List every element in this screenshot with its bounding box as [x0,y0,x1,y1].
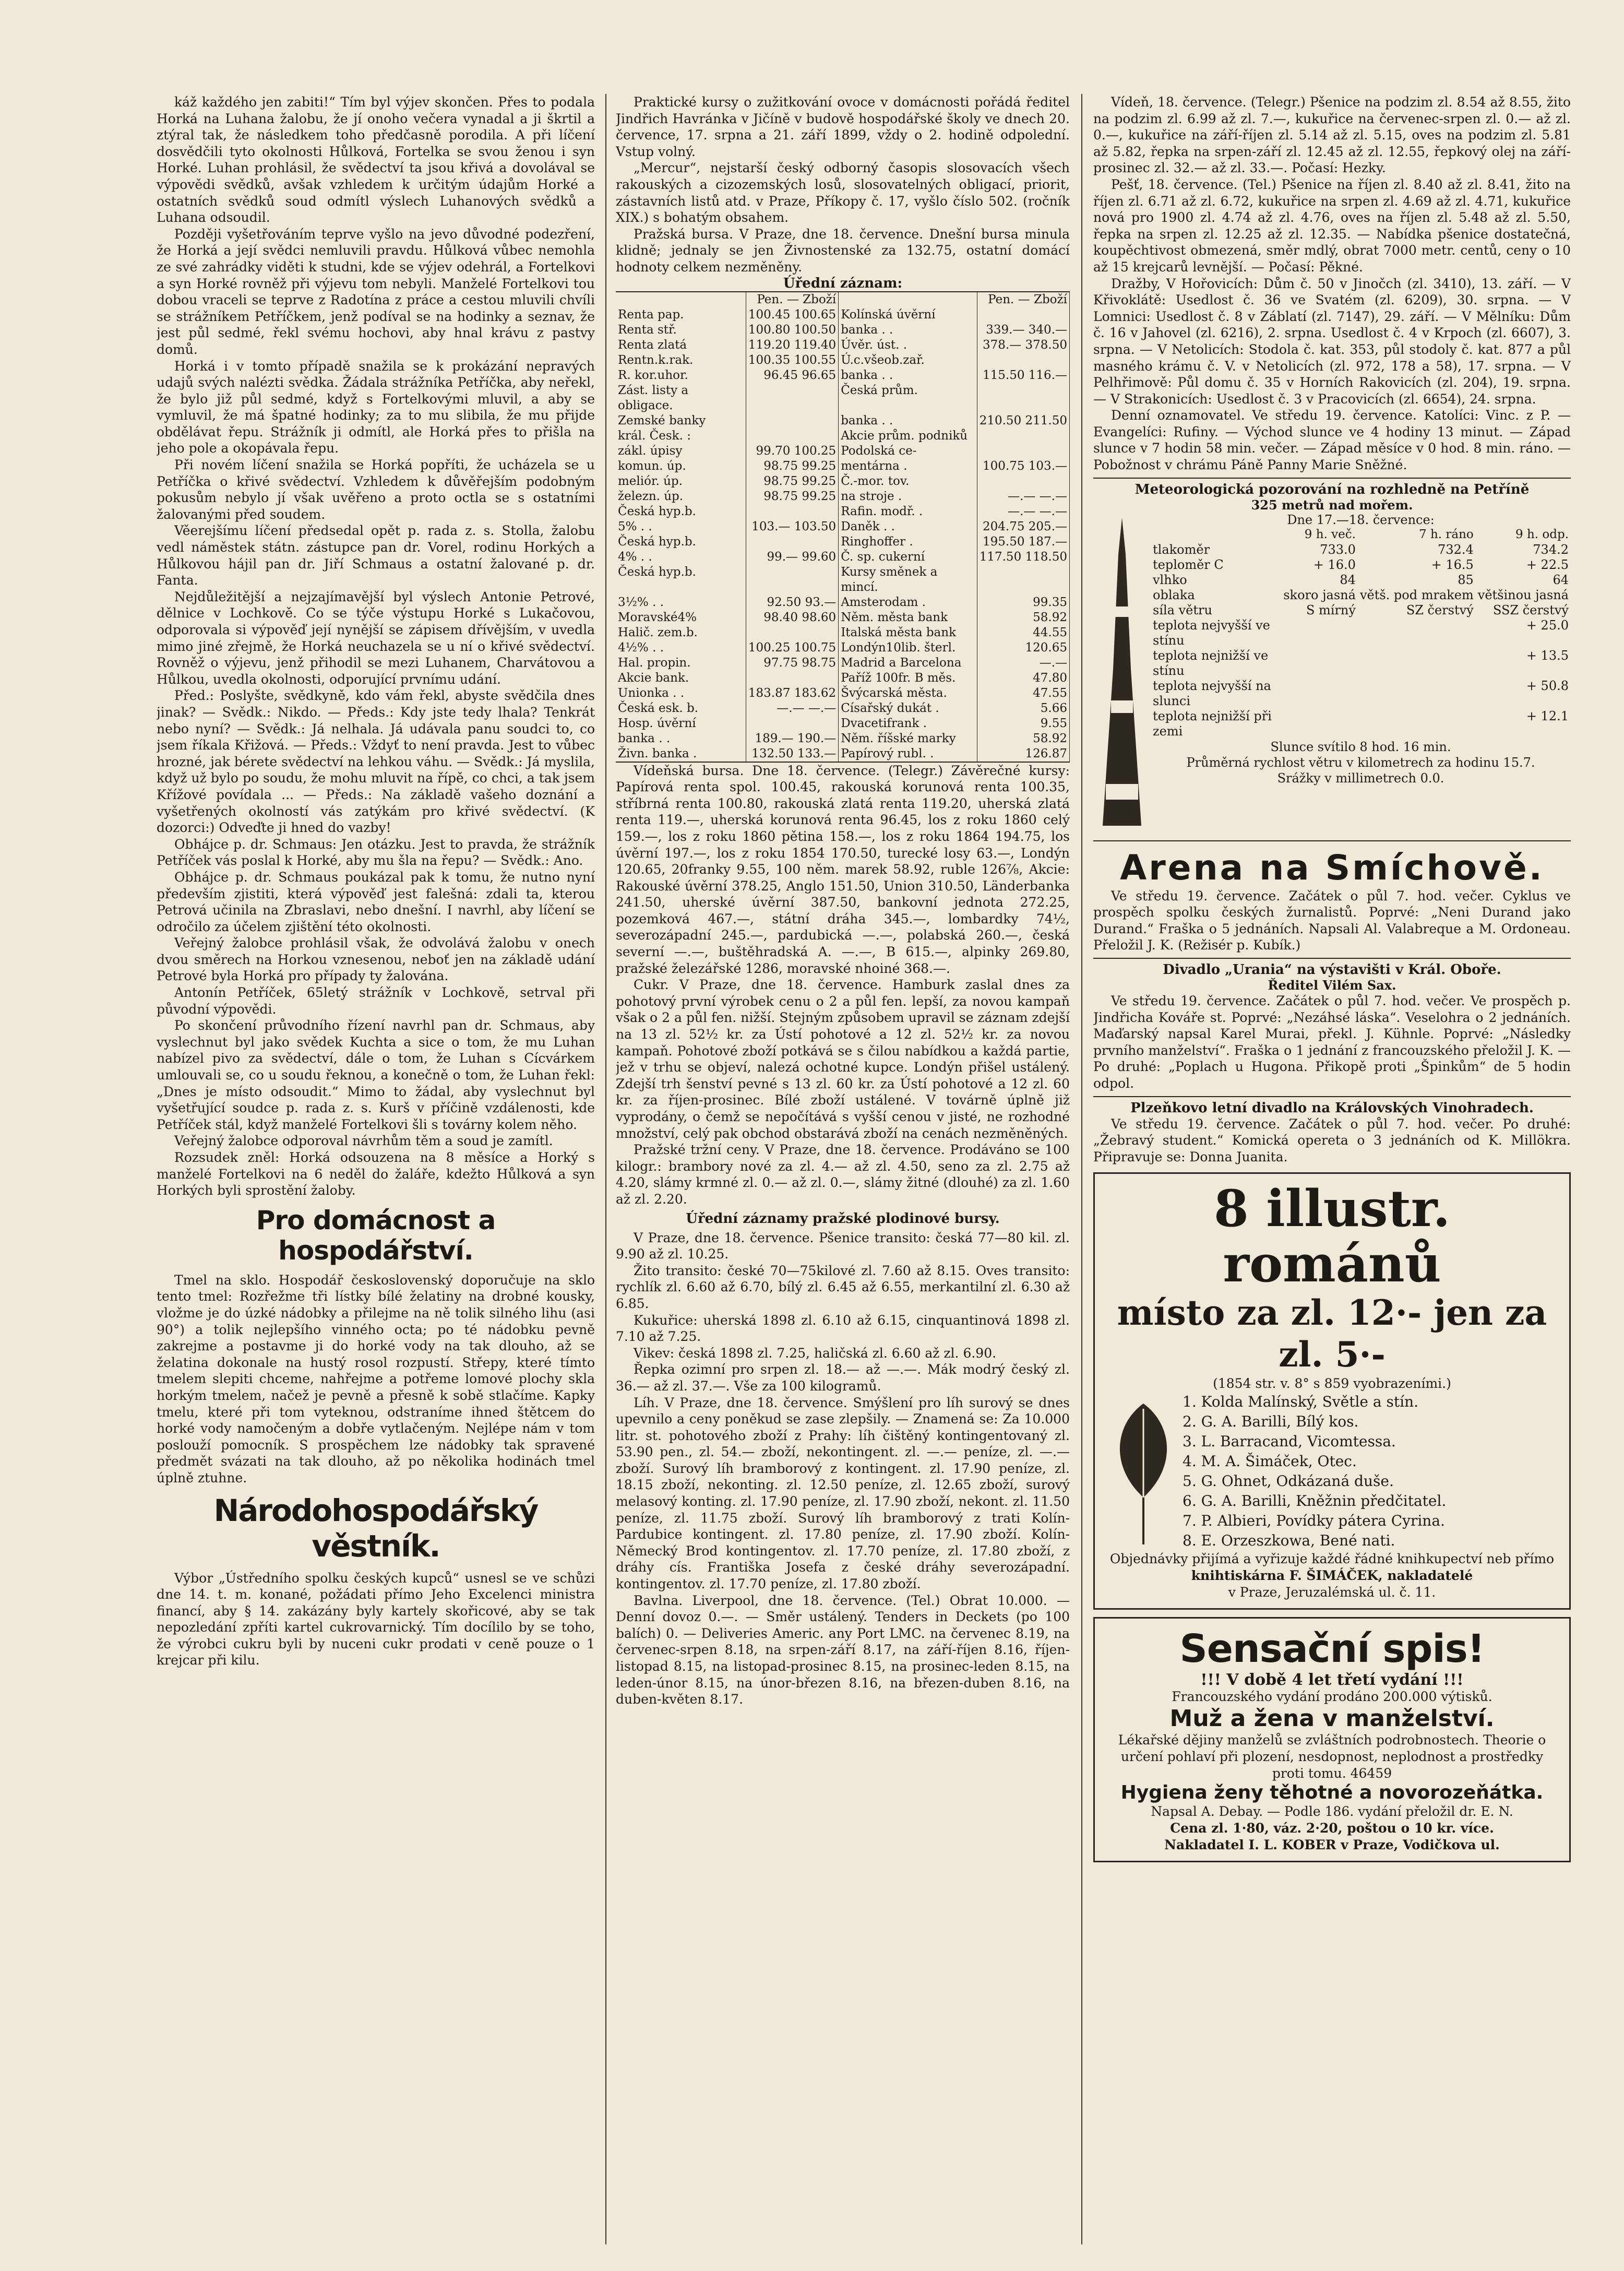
advert-book-title: Muž a žena v manželství. [1169,1705,1495,1732]
weather-title: Meteorologická pozorování na rozhledně na Petříně [1135,481,1530,497]
table-cell [1358,679,1476,709]
table-cell: Česká hyp.b. [616,504,746,519]
table-cell [1281,679,1358,709]
table-cell: banka . . [839,368,977,383]
article-paragraph: V Praze, dne 18. července. Pšenice transito: česká 77—80 kil. zl. 9.90 až zl. 10.25. [616,1230,1070,1262]
table-row [1151,557,1571,573]
table-cell: Česká hyp.b. [616,534,746,550]
table-cell: 47.80 [977,671,1069,686]
table-cell: —.— —.— [977,489,1069,504]
article-paragraph: Žito transito: české 70—75kilové zl. 7.60 až 8.15. Oves transito: rychlík zl. 6.60 až 6.70, bílý zl. 6.45 až 6.55, merkantilní zl. 6.30 až 6.85. [616,1263,1070,1311]
table-cell: 58.92 [977,610,1069,625]
advert-publisher: knihtiskárna F. ŠIMÁČEK, nakladatelé [1191,1568,1473,1584]
table-cell: S mírný [1306,602,1356,617]
table-cell: Švýcarská města. [839,686,977,701]
table-row [616,429,1070,444]
table-cell: 99.70 100.25 [746,444,838,459]
table-cell [1281,648,1358,679]
article-paragraph: Pražské tržní ceny. V Praze, dne 18. července. Prodáváno se 100 kilogr.: brambory nové za zl. 4.— až zl. 4.50, seno za zl. 2.75 až 4.20, slámy krmné zl. 0.— až zl. 0.—, slámy žitné (dlouhé) za zl. 1.60 až zl. 2.20. [616,1142,1070,1207]
commodity-reports [616,1230,1070,1708]
table-cell: 195.50 187.— [977,534,1069,550]
column-rule [605,94,606,2244]
list-item: 8. E. Orzeszkowa, Bené nati. [1183,1532,1395,1550]
household-article [157,1272,595,1487]
table-cell: + 22.5 [1526,557,1569,572]
list-item: 7. P. Albieri, Povídky pátera Cyrina. [1183,1512,1445,1530]
table-row [616,307,1070,323]
table-cell: + 16.0 [1313,557,1356,572]
table-cell: 44.55 [977,625,1069,640]
column-header: 9 h. več. [1304,527,1356,541]
table-cell: Česká prům. [839,383,977,413]
table-cell: 100.80 100.50 [746,323,838,338]
table-cell: meliór. úp. [616,474,746,489]
advert-description: Lékařské dějiny manželů se zvláštních podrobnostech. Theorie o určení pohlaví při plození, nesdopnost, neplodnost a prostředky proti tomu. 46459 [1118,1732,1546,1781]
table-cell: 3½% . . [616,595,746,610]
market-and-notice-items [1093,94,1571,473]
article-paragraph: Před.: Poslyšte, svědkyně, kdo vám řekl, abyste svědčila dnes jinak? — Svědk.: Nikdo. — Předs.: Kdy jste tedy lhala? Tenkrát nebo nyní? — Svědk.: Já nelhala. Já udávala panu soudci to, co jsem říkala Křižová. — Předs.: Vždyť to není pravda. Jest to vůbec hrozné, jak bérete svědectví na lehkou váhu. — Svědk.: Já myslila, když už bylo po soudu, že mohu mluvit na řípě, co chci, a tak jsem Křížové povídala ... — Předs.: Na základě vašeho doznání a vyšetřených okolností vás zatýkám pro křivé svědectví. (K dozorci:) Odveďte ji hned do vazby! [157,688,595,836]
article-paragraph: Denní oznamovatel. Ve středu 19. července. Katolíci: Vinc. z P. — Evangelíci: Rufiny. — Východ slunce ve 4 hodiny 13 minut. — Západ slunce v 7 hodin 58 min. večer. — Západ měsíce v 0 hod. 8 min. ráno. — Pobožnost v chrámu Páně Panny Marie Sněžné. [1093,408,1571,473]
table-row [616,413,1070,429]
table-row [616,353,1070,368]
table-cell [746,671,838,686]
table-cell: banka . . [839,413,977,429]
table-cell: Paříž 100fr. B měs. [839,671,977,686]
table-cell: 120.65 [977,640,1069,656]
table-cell: 210.50 211.50 [977,413,1069,429]
table-row [616,338,1070,353]
table-cell: Hal. propin. [616,656,746,671]
table-cell: + 25.0 [1526,617,1569,633]
column-header: 9 h. odp. [1515,527,1569,541]
table-cell: 204.75 205.— [977,519,1069,534]
advert-address: v Praze, Jeruzalémská ul. č. 11. [1228,1585,1436,1600]
section-title-household: Pro domácnost a hospodářství. [256,1205,496,1266]
table-cell: teplota nejnižší při zemi [1153,708,1272,739]
advert-edition: !!! V době 4 let třetí vydání !!! [1200,1671,1464,1690]
table-row [616,534,1070,550]
table-cell: 183.87 183.62 [746,686,838,701]
article-paragraph: Dražby, V Hořovicích: Dům č. 50 v Jinočch (zl. 3410), 13. září. — V Křivoklátě: Usedlost č. 36 ve Svatém (zl. 6209), 30. srpna. — V Lomnici: Usedlost č. 8 v Záblatí (zl. 7147), 29. září. — V Mělníku: Dům č. 16 v Jahovel (zl. 6216), 2. srpna. Usedlost č. 4 v Krpoch (zl. 6607), 3. srpna. — V Netolicích: Stodola č. kat. 353, půl stodoly č. kat. 877 a půl masného krámu č. V. v Netolicích (zl. 972, 178 a 58), 17. srpna. — V Pelhřimově: Půl domu č. 35 v Horních Rakovicích (zl. 204), 19. srpna. — V Strakonicích: Usedlost č. 3 v Pracovicích (zl. 6654), 24. srpna. [1093,276,1571,407]
list-item: 2. G. A. Barilli, Bílý kos. [1183,1413,1359,1431]
table-cell: Úvěr. úst. . [839,338,977,353]
column-left [157,94,595,2244]
table-cell: Česká esk. b. [616,701,746,716]
table-cell: 189.— 190.— [746,731,838,746]
article-paragraph: Horká i v tomto případě snažila se k prokázání nepravých udajů svých nalézti svědka. Žádala strážníka Petříčka, aby neřekl, že bylo již půl sedmé, když s Fortelkovými mluvil, a aby se vymluvil, že má špatné hodinky; za to mu slibila, že mu přijde obdělávat řepu. Strážník ji odmítl, ale Horká přes to přišla na jeho pole a okopávala řepu. [157,358,595,456]
table-row [616,671,1070,686]
table-cell: 99.35 [977,595,1069,610]
table-cell: 97.75 98.75 [746,656,838,671]
novels-advert [1093,1172,1571,1610]
economy-article [157,1570,595,1669]
weather-box [1093,478,1571,836]
table-cell: Londýn10lib. šterl. [839,640,977,656]
table-cell: + 16.5 [1431,557,1474,572]
table-cell: 98.75 99.25 [746,489,838,504]
table-cell: Něm. říšské marky [839,731,977,746]
list-item: 4. M. A. Šimáček, Otec. [1183,1453,1357,1470]
table-cell: 733.0 [1320,542,1356,557]
table-cell: 47.55 [977,686,1069,701]
table-cell: R. kor.uhor. [616,368,746,383]
table-cell: Daněk . . [839,519,977,534]
table-cell: Č. sp. cukerní [839,550,977,565]
table-cell: 4½% . . [616,640,746,656]
weather-dates: Dne 17.—18. července: [1287,512,1435,527]
table-cell: —.— [977,656,1069,671]
article-paragraph: Veřejný žalobce prohlásil však, že odvolává žalobu v onech dvou směrech na Horkou vznesenou, neboť jen na základě udání Petrové byla Horká pro případy ty žalována. [157,935,595,984]
table-cell: teplota nejvyšší ve stínu [1153,617,1270,648]
table-cell: 100.25 100.75 [746,640,838,656]
table-cell: větš. pod mrakem [1359,587,1474,602]
table-cell: Zást. listy a obligace. [616,383,746,413]
table-cell: 98.40 98.60 [746,610,838,625]
weather-table [1151,527,1571,739]
table-row [616,640,1070,656]
table-row [1151,679,1571,709]
weather-note: Slunce svítilo 8 hod. 16 min. [1270,739,1451,754]
table-cell: 99.— 99.60 [746,550,838,565]
table-cell: 92.50 93.— [746,595,838,610]
table-cell: Kolínská úvěrní [839,307,977,323]
table-cell: vlhko [1153,572,1187,587]
table-cell: Unionka . . [616,686,746,701]
article-paragraph: Antonín Petříček, 65letý strážník v Lochkově, setrval při původní výpovědi. [157,985,595,1017]
table-cell: zákl. úpisy [616,444,746,459]
article-paragraph: Výbor „Ústředního spolku českých kupců“ usnesl se ve schůzi dne 14. t. m. konané, požádati přímo Jeho Excelenci ministra financí, aby § 14. zakázány byly kartely skořicové, aby se tak nepozledání zpříti kartel cukrovarnický. Tím docílilo by se toho, že výrobci cukru byli by nuceni cukr prodati v ceně pouze o 1 krejcar při kilu. [157,1570,595,1668]
table-cell [977,565,1069,595]
article-paragraph: káž každého jen zabiti!“ Tím byl výjev skončen. Přes to podala Horká na Luhana žalobu, že jí onoho večera vynadal a ji škrtil a ztýral tak, že následkem toho předčasně porodila. A při líčení dosvědčili tyto okolnosti Hůlková, Fortelka se svou ženou i syn Horké. Luhan prohlásil, že svědectví ta jsou křivá a dovolával se výpovědi svědků, avšak vzhledem k určitým údajům Horké a ostatních svědků soud odmítl výslech Luhanových svědků a Luhana odsoudil. [157,94,595,225]
table-cell: Renta stř. [616,323,746,338]
table-cell: na stroje . [839,489,977,504]
column-header: 7 h. ráno [1419,527,1474,541]
column-rule [1081,94,1082,2244]
table-cell: 100.75 103.— [977,459,1069,474]
table-header-row [1151,527,1571,542]
article-paragraph: Líh. V Praze, dne 18. července. Smýšlení pro líh surový se dnes upevnilo a ceny poněkud se zase zlepšily. — Znamená se: Za 10.000 litr. st. pohotového zboží z Prahy: líh čištěný kontingentovaný zl. 53.90 pen., zl. 54.— zboží, nekontingent. zl. —.— peníze, zl. —.— zboží. Surový líh bramborový z kontingent. zl. 17.90 peníze, zl. 18.15 zboží, nekonting. zl. 12.50 peníze, zl. 12.65 zboží, surový melasový konting. zl. 17.90 peníze, zl. 17.90 zboží, nekont. zl. 11.50 peníze, zl. 11.75 zboží. Surový líh bramborový z trati Kolín-Pardubice kontingent. zl. 17.80 peníze, zl. 17.90 zboží. Kolín-Německý Brod kontingentov. zl. 17.70 peníze, zl. 17.80 zboží, z dráhy cís. Františka Josefa z české dráhy severozápadní. kontingentov. zl. 17.70 peníze, zl. 17.80 zboží. [616,1395,1070,1592]
article-paragraph: Vikev: česká 1898 zl. 7.25, haličská zl. 6.60 až zl. 6.90. [634,1345,997,1361]
table-row [1151,573,1571,588]
table-cell: 126.87 [977,746,1069,762]
column-header: Pen. — Zboží [746,292,838,307]
article-paragraph: Bavlna. Liverpool, dne 18. července. (Tel.) Obrat 10.000. — Denní dovoz 0.—. — Směr ustálený. Tenders in Deckets (po 100 balích) 0. — Deliveries Americ. any Port LMC. na červenec 8.19, na červenec-srpen 8.18, na srpen-září 8.17, na září-říjen 8.16, říjen-listopad 8.15, na listopad-prosinec 8.15, na prosinec-leden 8.15, na leden-únor 8.15, na únor-březen 8.16, na březen-duben 8.16, na duben-květen 8.17. [616,1592,1070,1707]
article-paragraph: Pešť, 18. července. (Tel.) Pšenice na říjen zl. 8.40 až zl. 8.41, žito na říjen zl. 6.71 až zl. 6.72, kukuřice na srpen zl. 4.69 až zl. 4.71, kukuřice nová pro 1900 zl. 4.74 až zl. 4.76, oves na říjen zl. 5.48 až zl. 5.50, řepka na srpen zl. 12.25 až zl. 12.35. — Nabídka pšenice dostatečná, koupěchtivost obmezená, směr mdlý, obrat 7000 metr. centů, ceny o 10 až 15 krejcarů levnější. — Počasí: Pěkné. [1093,176,1571,275]
table-cell: většinou jasná [1477,587,1569,602]
table-cell [1281,709,1358,739]
table-row [616,459,1070,474]
table-row [616,444,1070,459]
urania-title: Divadlo „Urania“ na výstavišti v Král. Oboře. [1163,962,1501,978]
table-cell [977,444,1069,459]
table-cell: Ú.c.všeob.zař. [839,353,977,368]
table-cell: Papírový rubl. . [839,746,977,762]
advert-headline: Sensační spis! [1179,1626,1485,1672]
vinohrady-title: Plzeňkovo letní divadlo na Královských Vinohradech. [1130,1100,1534,1116]
table-cell: 58.92 [977,731,1069,746]
court-report [157,94,595,1199]
table-cell [746,383,838,413]
article-paragraph: Nejdůležitější a nejzajímavější byl výslech Antonie Petrové, dělnice v Lochkově. Co se týče výstupu Horké s Lukačovou, odporovala si výpověď její nynější se zápisem dřívějším, v uvedla mimo jiné zřejmě, že Horká neuchazela se u ní o křivé svědectví. Rovněž o výjevu, jenž přihodil se mezi Luhanem, Charvátovou a Hůlkou, uvedla okolnosti, odporující prvnímu udání. [157,589,595,687]
weather-subtitle: 325 metrů nad mořem. [1251,497,1413,513]
table-cell [746,504,838,519]
table-cell [746,565,838,595]
advert-note: Francouzského vydání prodáno 200.000 výtisků. [1172,1689,1492,1705]
table-cell: komun. úp. [616,459,746,474]
table-cell: 84 [1340,572,1356,587]
article-paragraph: Praktické kursy o zužitkování ovoce v domácnosti pořádá ředitel Jindřich Havránka v Jičíně v budově hospodářské školy ve dnech 20. července, 17. srpna a 21. září 1899, vždy o 2. hodině odpolední. Vstup volný. [616,94,1070,159]
table-cell: —.— —.— [977,504,1069,519]
table-cell: tlakoměr [1153,542,1210,557]
table-cell [1358,709,1476,739]
table-row [1151,618,1571,648]
table-cell: Podolská ce- [839,444,977,459]
column-middle [616,94,1070,2244]
table-cell [746,534,838,550]
table-cell: Amsterodam . [839,595,977,610]
table-cell: 85 [1458,572,1474,587]
advert-price: Cena zl. 1·80, váz. 2·20, poštou o 10 kr. více. [1170,1821,1494,1836]
table-cell: Hosp. úvěrní [616,716,746,731]
table-cell: 119.20 119.40 [746,338,838,353]
vinohrady-listing [1093,1096,1571,1166]
table-cell: 98.75 99.25 [746,459,838,474]
table-cell: Ringhoffer . [839,534,977,550]
table-cell [977,353,1069,368]
table-cell: 98.75 99.25 [746,474,838,489]
table-row [616,595,1070,610]
leaf-ornament-illustration [1104,1393,1183,1550]
article-paragraph: Pražská bursa. V Praze, dne 18. července. Dnešní bursa minula klidně; jednaly se jen Živnostenské za 132.75, ostatní domácí hodnoty celkem nezměněny. [616,226,1070,275]
table-cell: teploměr C [1153,557,1224,572]
table-cell [977,307,1069,323]
arena-listing [1093,840,1571,954]
table-cell [746,716,838,731]
exchange-rates-table [616,291,1070,763]
table-cell: 4% . . [616,550,746,565]
table-cell: železn. úp. [616,489,746,504]
article-paragraph: Věerejšímu líčení předsedal opět p. rada z. s. Stolla, žalobu vedl náměstek státn. zástupce pan dr. Vorel, rodinu Horkých a Hůlkovou hájil pan dr. Jiří Schmaus a ostatní žalované p. dr. Fanta. [157,523,595,588]
table-cell [977,383,1069,413]
table-cell: + 50.8 [1526,678,1569,693]
table-cell [1281,618,1358,648]
list-item: 3. L. Barracand, Vicomtessa. [1183,1433,1396,1450]
table-cell [1358,648,1476,679]
weather-notes [1151,739,1571,786]
advert-book-title-2: Hygiena ženy těhotné a novorozeňátka. [1120,1782,1544,1804]
table-cell: Dvacetifrank . [839,716,977,731]
table-cell: Akcie bank. [616,671,746,686]
column-header: Pen. — Zboží [977,292,1069,307]
grain-exchange-title: Úřední záznamy pražské plodinové bursy. [686,1210,1000,1227]
table-cell: banka . . [616,731,746,746]
table-cell: Rentn.k.rak. [616,353,746,368]
table-row [616,474,1070,489]
table-row [1151,542,1571,557]
table-row [616,716,1070,731]
article-paragraph: Řepka ozimní pro srpen zl. 18.— až —.—. Mák modrý český zl. 36.— až zl. 37.—. Vše za 100 kilogramů. [616,1362,1070,1394]
advert-headline: 8 illustr. románů [1214,1179,1450,1294]
table-row [1151,588,1571,603]
petrin-tower-illustration [1093,513,1151,836]
table-cell: 734.2 [1533,542,1569,557]
list-item: 6. G. A. Barilli, Kněžnin předčitatel. [1183,1492,1447,1510]
table-cell: Madrid a Barcelona [839,656,977,671]
article-paragraph: Při novém líčení snažila se Horká popříti, že ucházela se u Petříčka o křivé svědectví. Vzhledem k důvěřejším podobným pokusům nebylo jí však uvěřeno a proto octla se s ostatními žalovanými před soudem. [157,457,595,522]
table-cell: SZ čerstvý [1406,602,1474,617]
article-paragraph: Tmel na sklo. Hospodář československý doporučuje na sklo tento tmel: Rozřežme tři lístky bílé želatiny na drobné kousky, vložme je do úzké nádobky a přilejme na ně tolik silného lihu (asi 90°) a tolik nejlepšího vinného octa; po té nádobku pevně zakrejme a postavme ji do horké vody na tak dlouho, až se želatina dokonale na hustý rosol rozpustí. Střepy, které tímto tmelem slepiti chceme, nahřejme a potřeme lomové plochy skla horkým tmelem, načež je pevně a přesně k sobě stlačíme. Kapky tmelu, které při tom vyteknou, odstraníme ihned štětcem do horké vody namočeným a dobře vytlačeným. Nejlépe nám v tom poslouží pomocník. S prospěchem lze nádobky tak spravené předmět svázati na tak dlouho, až po několika hodinách tmel úplně ztuhne. [157,1272,595,1485]
arena-title: Arena na Smíchově. [1120,847,1544,888]
book-advert [1093,1617,1571,1862]
table-cell: Živn. banka . [616,746,746,762]
table-cell: banka . . [839,323,977,338]
table-cell [977,429,1069,444]
article-paragraph: „Mercur“, nejstarší český odborný časopis slosovacích všech rakouských a cizozemských losů, slosovatelných obligací, priorit, zástavních listů atd. v Praze, Příkopy č. 17, vyšlo číslo 502. (ročník XIX.) s bohatým obsahem. [616,160,1070,225]
section-title-economy: Národohospodářský věstník. [213,1492,538,1564]
table-cell: 115.50 116.— [977,368,1069,383]
table-cell: —.— —.— [746,701,838,716]
table-cell: Císařský dukát . [839,701,977,716]
arena-text: Ve středu 19. července. Začátek o půl 7. hod. večer. Cyklus ve prospěch spolku českých žurnalistů. Poprvé: „Neni Durand jako Durand.“ Fraška o 5 jednáních. Napsali Al. Valabreque a M. Ordoneau. Přeložil J. K. (Režisér p. Kubík.) [1093,888,1571,953]
table-cell: 100.35 100.55 [746,353,838,368]
table-cell [746,625,838,640]
article-paragraph: Rozsudek zněl: Horká odsouzena na 8 měsíce a Horký s manželé Fortelkovi na 6 neděl do žaláře, kdežto Hůlková a syn Horkých byli sprostění žaloby. [157,1150,595,1198]
table-row [616,368,1070,383]
table-row [616,656,1070,671]
table-cell: Zemské banky [616,413,746,429]
table-cell: 100.45 100.65 [746,307,838,323]
list-item: 5. G. Ohnet, Odkázaná duše. [1183,1472,1394,1490]
novels-list [1183,1392,1560,1551]
urania-text: Ve středu 19. července. Začátek o půl 7. hod. večer. Ve prospěch p. Jindřicha Kováře st. Poprvé: „Nezáhsé láska“. Veselohra o 2 jednáních. Maďarský napsal Karel Murai, překl. J. Kühnle. Poprvé: „Následky prvního manželství“. Fraška o 1 jednání z francouzského přeložil J. K. — Po druhé: „Poplach u Hugona. Přikopě proti „Špinkům“ de 5 hodin odpol. [1093,993,1571,1091]
table-cell: 64 [1553,572,1569,587]
table-cell: mentárna . [839,459,977,474]
article-paragraph: Veřejný žalobce odporoval návrhům těm a soud je zamítl. [174,1133,553,1149]
article-paragraph: Vídeňská bursa. Dne 18. července. (Telegr.) Závěrečné kursy: Papírová renta spol. 100.45, rakouská korunová renta 100.35, stříbrná renta 100.80, rakouská zlatá renta 119.20, uherská zlatá renta 119.—, uherská korunová renta 96.45, los z roku 1860 celý 159.—, los z roku 1860 pětina 158.—, los z roku 1864 194.75, los úvěrní 197.—, los z roku 1854 170.50, turecké losy 63.—, Londýn 120.65, 20franky 9.55, 100 něm. marek 58.92, ruble 126⅞, Akcie: Rakouské úvěrní 378.25, Anglo 151.50, Union 310.50, Länderbanka 241.50, uherské úvěrní 387.50, bankovní jednota 272.25, pozemková 467.—, státní dráha 345.—, lombardky 74½, severozápadní 245.—, pardubická —.—, polabská 260.—, česká severní —.—, buštěhradská A. —.—, B 615.—, alpinky 269.80, pražské železářské 1286, moravské nhoiné 368.—. [616,763,1070,976]
table-cell: Moravské4% [616,610,746,625]
table-cell [1358,618,1476,648]
market-reports [616,763,1070,1208]
article-paragraph: Po skončení průvodního řízení navrhl pan dr. Schmaus, aby vyslechnut byl jako svědek Kuchta a sice o tom, že mu Luhan nabízel pivo za svědectví, dále o tom, že Luhan s Cícvárkem umlouvali se, co u soudu řeknou, a konečně o tom, že Luhan řekl: „Dnes je místo odsoudit.“ Mimo to žádal, aby vyslechnut byl vyšetřující soudce p. rada z. s. Kurš v příčině vzdálenosti, kde Petříček stál, když manželé Fortelkovi šli s továrny kolem něho. [157,1018,595,1132]
table-cell [977,474,1069,489]
table-cell: teplota nejnižší ve stínu [1153,648,1269,678]
table-cell: Italská města bank [839,625,977,640]
article-paragraph: Kukuřice: uherská 1898 zl. 6.10 až 6.15, cinquantinová 1898 zl. 7.10 až 7.25. [616,1312,1070,1345]
urania-listing [1093,958,1571,1092]
advert-price: místo za zl. 12·- jen za zl. 5·- [1117,1292,1547,1375]
table-row [616,731,1070,746]
article-paragraph: Obhájce p. dr. Schmaus: Jen otázku. Jest to pravda, že strážník Petříček vás poslal k Horké, aby mu šla na řepu? — Svědk.: Ano. [157,836,595,869]
article-paragraph: Vídeň, 18. července. (Telegr.) Pšenice na podzim zl. 8.54 až 8.55, žito na podzim zl. 6.99 až zl. 7.—, kukuřice na červenec-srpen zl. 0.— až zl. 0.—, kukuřice na září-říjen zl. 5.14 až zl. 5.15, oves na podzim zl. 5.81 až 5.82, řepka na srpen-září zl. 12.45 až zl. 12.55, řepkový olej na září-prosinec zl. 32.— až zl. 33.—. Počasí: Hezky. [1093,94,1571,176]
table-cell: Česká hyp.b. [616,565,746,595]
weather-note: Průměrná rychlost větru v kilometrech za hodinu 15.7. [1186,755,1535,770]
table-row [616,625,1070,640]
table-row [616,504,1070,519]
table-cell: oblaka [1153,587,1195,602]
table-row [616,701,1070,716]
table-cell: teplota nejvyšší na slunci [1153,678,1271,708]
advert-order-text: Objednávky přijímá a vyřizuje každé řádné knihkupectví neb přímo [1109,1551,1555,1567]
article-paragraph: Později vyšetřováním teprve vyšlo na jevo důvodné podezření, že Horká a její svědci nemluvili pravdu. Hůlková vůbec nemohla ze své zahrádky viděti k studni, kde se výjev odehrál, a Fortelkovi a syn Horké rovněž při výjevu tom nebyli. Manželé Fortelkovi tou dobou vraceli se teprve z Radotína z práce a cestou mluvili chvíli se strážníkem Petříčkem, jenž podíval se na hodinky a seznav, že jest půl sedmé, řekl svému hochovi, aby hnal krávu z pastvy domů. [157,226,595,357]
table-row [1151,648,1571,679]
table-cell: + 13.5 [1526,648,1569,663]
table-row [616,383,1070,413]
table-cell: SSZ čerstvý [1493,602,1569,617]
urania-subtitle: Ředitel Vilém Sax. [1268,978,1396,993]
table-row [616,746,1070,762]
table-cell: 103.— 103.50 [746,519,838,534]
table-cell: 117.50 118.50 [977,550,1069,565]
table-cell: 378.— 378.50 [977,338,1069,353]
table-cell: 132.50 133.— [746,746,838,762]
column-right [1093,94,1571,2244]
table-cell: + 12.1 [1526,708,1569,723]
table-cell: král. Česk. : [616,429,746,444]
weather-note: Srážky v millimetrech 0.0. [1277,770,1444,786]
table-cell: 5% . . [616,519,746,534]
advert-subtitle: (1854 str. v. 8° s 859 vyobrazeními.) [1213,1376,1451,1392]
exchange-table-title: Úřední záznam: [783,275,903,291]
table-cell [746,413,838,429]
table-cell: 339.— 340.— [977,323,1069,338]
table-row [616,686,1070,701]
news-items [616,94,1070,276]
table-cell: síla větru [1153,602,1212,617]
table-cell: 96.45 96.65 [746,368,838,383]
table-row [616,610,1070,625]
article-paragraph: Cukr. V Praze, dne 18. července. Hamburk zaslal dnes za pohotový první výrobek cenu o 2 a půl fen. lepší, za novou kampaň však o 2 a půl fen. nižší. Stejným způsobem upravil se záznam zdejší na 13 zl. 52½ kr. za Ústí pohotové a 12 zl. 52½ kr. za novou kampaň. Pohotové zboží potkává se s čilou nabídkou a každá partie, jež v trhu se objeví, nalezá ochotné kupce. Londýn přišel ustálený. Zdejší trh šenství pevné s 13 zl. 60 kr. za Ústí pohotové a 12 zl. 60 kr. za říjen-prosinec. Bílé zboží ustálené. V továrně úplně již vyprodány, o čemž se nepočítává s vyšší cenou v jisté, ne rozhodné množství, celý pak obchod obstarává zboží na cenách nezměněných. [616,977,1070,1141]
table-row [616,550,1070,565]
table-row [616,565,1070,595]
table-row [616,323,1070,338]
advert-publisher: Nakladatel I. L. KOBER v Praze, Vodičkova ul. [1164,1837,1500,1853]
table-cell: 9.55 [977,716,1069,731]
table-cell: Kursy směnek a mincí. [839,565,977,595]
table-cell: skoro jasná [1283,587,1356,602]
table-cell: Akcie prům. podniků [839,429,977,444]
advert-author: Napsal A. Debay. — Podle 186. vydání přeložil dr. E. N. [1151,1804,1513,1820]
vinohrady-text: Ve středu 19. července. Začátek o půl 7. hod. večer. Po druhé: „Žebravý student.“ Komická opereta o 3 jednáních od K. Millökra. Připravuje se: Donna Juanita. [1093,1116,1571,1164]
table-row [1151,603,1571,618]
table-cell: Rafin. modř. . [839,504,977,519]
table-cell [746,429,838,444]
table-cell: Renta pap. [616,307,746,323]
table-header-row [616,292,1070,307]
article-paragraph: Obhájce p. dr. Schmaus poukázal pak k tomu, že nutno nyní především zjistiti, která výpověď jest falešná: zdali ta, kterou Petrová učinila na Zbraslavi, nebo dnešní. I navrhl, aby líčení se odročilo za účelem zjištění této okolnosti. [157,869,595,934]
table-row [616,519,1070,534]
table-cell: 732.4 [1438,542,1474,557]
list-item: 1. Kolda Malínský, Světle a stín. [1183,1393,1419,1411]
table-cell: 5.66 [977,701,1069,716]
table-cell: Něm. města bank [839,610,977,625]
table-row [616,489,1070,504]
table-cell: Č.-mor. tov. [839,474,977,489]
table-row [1151,709,1571,739]
table-cell: Renta zlatá [616,338,746,353]
table-cell: Halič. zem.b. [616,625,746,640]
